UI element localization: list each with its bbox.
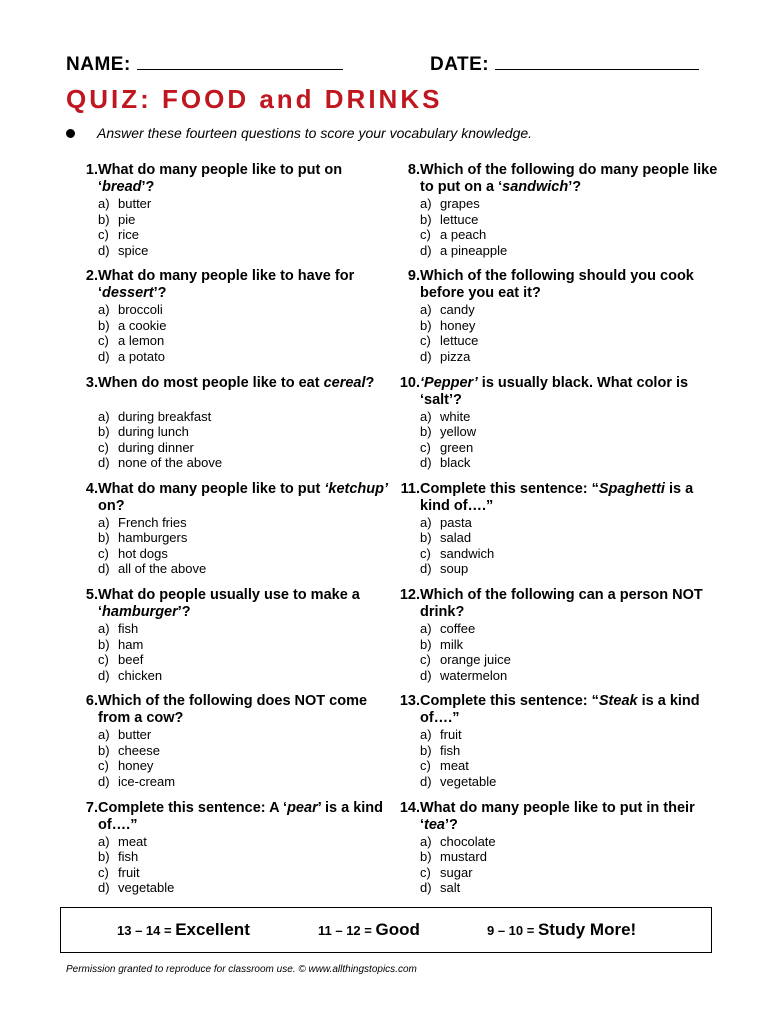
questions-left-column (66, 162, 406, 906)
option-text: pie (118, 211, 136, 227)
option-text: broccoli (118, 302, 163, 318)
option-text: ice-cream (118, 773, 176, 789)
name-label: NAME: (66, 54, 131, 75)
option-letter: c) (98, 864, 109, 880)
option-text: during lunch (118, 424, 189, 440)
answer-options (420, 515, 720, 577)
option-letter: d) (420, 348, 432, 364)
option-letter: c) (98, 758, 109, 774)
answer-option[interactable] (420, 727, 720, 743)
question-text-pre: Complete this sentence: “ (420, 480, 599, 497)
question-text-post: on? (98, 497, 125, 514)
question-14 (388, 800, 728, 906)
question-number: 6. (85, 693, 98, 710)
answer-option[interactable] (98, 440, 398, 456)
option-letter: d) (98, 561, 110, 577)
question-text-post: ’? (568, 179, 582, 195)
option-letter: b) (98, 211, 110, 227)
answer-options (98, 409, 398, 471)
answer-options (420, 409, 720, 471)
question-number: 9. (407, 268, 420, 285)
option-letter: b) (98, 424, 110, 440)
option-text: a potato (118, 348, 165, 364)
answer-option[interactable] (420, 561, 720, 577)
question-text-em: ‘ketchup’ (324, 480, 389, 497)
option-text: chocolate (440, 833, 496, 849)
question-body (98, 268, 398, 364)
option-letter: c) (420, 758, 431, 774)
option-text: fish (118, 621, 139, 637)
question-text (420, 162, 720, 196)
option-text: vegetable (118, 880, 175, 896)
score-excellent (117, 920, 250, 940)
answer-option[interactable] (98, 546, 398, 562)
answer-option[interactable] (98, 849, 398, 865)
date-line[interactable] (495, 55, 699, 70)
answer-option[interactable] (98, 318, 398, 334)
question-body (98, 693, 398, 789)
question-text-post: ’? (177, 604, 191, 621)
question-11 (388, 481, 728, 587)
answer-options (420, 196, 720, 258)
option-text: fish (440, 742, 461, 758)
score-good (318, 920, 420, 940)
score-box (60, 907, 712, 953)
answer-option[interactable] (420, 243, 720, 259)
question-text (98, 587, 398, 621)
question-text-post: ’? (141, 179, 155, 195)
question-text-post: ’? (153, 285, 167, 302)
answer-option[interactable] (420, 668, 720, 684)
question-text-pre: Which of the following can a person NOT drink? (420, 587, 703, 621)
option-text: soup (440, 561, 469, 577)
option-letter: a) (98, 196, 110, 211)
option-text: all of the above (118, 561, 207, 577)
option-letter: a) (98, 302, 110, 318)
answer-option[interactable] (98, 652, 398, 668)
question-text (98, 693, 398, 727)
option-letter: b) (420, 424, 432, 440)
question-number: 4. (85, 480, 98, 497)
answer-option[interactable] (98, 212, 398, 228)
question-text-post: ’ is a kind of….” (98, 799, 383, 833)
option-text: butter (118, 727, 152, 743)
option-text: meat (440, 758, 469, 774)
option-letter: b) (420, 636, 432, 652)
answer-option[interactable] (420, 652, 720, 668)
answer-option[interactable] (98, 349, 398, 365)
option-letter: d) (420, 880, 432, 896)
answer-options (98, 727, 398, 789)
question-number: 7. (85, 799, 98, 816)
answer-option[interactable] (98, 758, 398, 774)
option-text: milk (440, 636, 464, 652)
option-letter: a) (420, 833, 432, 849)
option-letter: d) (98, 773, 110, 789)
option-letter: d) (98, 455, 110, 471)
question-body (98, 481, 398, 577)
option-text: beef (118, 652, 144, 668)
page-title: QUIZ: FOOD and DRINKS (66, 84, 443, 114)
answer-option[interactable] (98, 880, 398, 896)
answer-options (98, 196, 398, 258)
question-number: 11. (400, 480, 420, 497)
option-letter: c) (420, 227, 431, 242)
answer-option[interactable] (420, 774, 720, 790)
question-2 (66, 268, 406, 374)
score-label: Study More! (537, 920, 637, 939)
answer-option[interactable] (420, 621, 720, 637)
score-range: 11 – 12 = (318, 923, 376, 938)
question-number: 8. (407, 162, 420, 178)
question-text-pre: What do many people like to put on ‘ (98, 162, 343, 195)
date-field[interactable] (430, 54, 699, 76)
option-text: during breakfast (118, 408, 212, 424)
question-text-em: tea (424, 816, 445, 833)
option-letter: c) (98, 439, 109, 455)
question-4 (66, 481, 406, 587)
question-number: 2. (85, 268, 98, 285)
answer-options (420, 621, 720, 683)
question-10 (388, 375, 728, 481)
answer-option[interactable] (420, 865, 720, 881)
answer-options (98, 834, 398, 896)
question-text-em: cereal (323, 374, 366, 391)
questions-right-column (388, 162, 728, 906)
question-text (420, 800, 720, 834)
option-text: meat (118, 833, 147, 849)
option-text: pasta (440, 514, 472, 530)
option-text: sugar (440, 864, 473, 880)
question-text-post: is usually black. What color is ‘salt’? (420, 374, 689, 408)
option-text: white (440, 408, 471, 424)
bullet-icon (66, 129, 75, 138)
answer-option[interactable] (98, 424, 398, 440)
answer-option[interactable] (420, 849, 720, 865)
question-text-pre: Which of the following should you cook before you eat it? (420, 268, 694, 302)
option-text: watermelon (440, 667, 508, 683)
answer-option[interactable] (420, 758, 720, 774)
question-text-pre: What do many people like to put in their ‘ (420, 799, 695, 833)
option-letter: c) (420, 545, 431, 561)
question-text-post: ? (365, 374, 375, 391)
date-label: DATE: (430, 54, 490, 75)
option-letter: d) (98, 880, 110, 896)
option-text: fruit (440, 727, 462, 743)
question-9 (388, 268, 728, 374)
option-text: fish (118, 849, 139, 865)
option-text: green (440, 439, 474, 455)
option-text: yellow (440, 424, 477, 440)
question-text (420, 268, 720, 302)
question-number: 5. (85, 587, 98, 604)
question-3 (66, 375, 406, 481)
answer-options (98, 515, 398, 577)
answer-option[interactable] (98, 455, 398, 471)
answer-option[interactable] (98, 637, 398, 653)
question-7 (66, 800, 406, 906)
option-text: during dinner (118, 439, 194, 455)
option-text: coffee (440, 621, 476, 637)
answer-option[interactable] (98, 668, 398, 684)
option-letter: b) (420, 849, 432, 865)
answer-options (420, 727, 720, 789)
option-text: cheese (118, 742, 160, 758)
answer-options (98, 302, 398, 364)
option-text: fruit (118, 864, 140, 880)
option-text: spice (118, 242, 149, 258)
answer-option[interactable] (420, 440, 720, 456)
answer-option[interactable] (98, 333, 398, 349)
option-letter: b) (420, 742, 432, 758)
option-letter: b) (98, 317, 110, 333)
name-line[interactable] (137, 55, 343, 70)
question-text-pre: Which of the following does NOT come from a cow? (98, 693, 368, 727)
question-body (420, 587, 720, 683)
question-number: 1. (85, 162, 98, 178)
answer-option[interactable] (420, 302, 720, 318)
question-text (98, 481, 398, 515)
option-letter: d) (420, 561, 432, 577)
option-letter: b) (98, 742, 110, 758)
question-body (420, 693, 720, 789)
answer-option[interactable] (420, 349, 720, 365)
question-body (98, 162, 398, 258)
question-text-pre: Which of the following do many people like to put on a ‘ (420, 162, 718, 195)
option-letter: d) (98, 242, 110, 258)
option-letter: c) (420, 333, 431, 349)
question-number: 3. (85, 374, 98, 391)
option-text: salt (440, 880, 461, 896)
question-text-pre: Complete this sentence: “ (420, 693, 599, 710)
question-1 (66, 162, 406, 268)
option-text: a pineapple (440, 242, 508, 258)
option-letter: a) (420, 196, 432, 211)
score-study-more (487, 920, 636, 940)
question-text-pre: What do people usually use to make a ‘ (98, 587, 360, 621)
answer-options (420, 302, 720, 364)
option-letter: b) (98, 849, 110, 865)
answer-option[interactable] (420, 212, 720, 228)
score-label: Excellent (175, 920, 250, 939)
option-letter: a) (420, 727, 432, 743)
question-6 (66, 693, 406, 799)
answer-option[interactable] (420, 515, 720, 531)
option-text: black (440, 455, 471, 471)
question-number: 10. (399, 374, 420, 391)
answer-option[interactable] (98, 743, 398, 759)
option-text: rice (118, 227, 139, 242)
option-text: lettuce (440, 211, 479, 227)
answer-option[interactable] (98, 515, 398, 531)
option-letter: b) (420, 211, 432, 227)
question-text-em: ‘Pepper’ (420, 374, 478, 391)
option-letter: c) (420, 652, 431, 668)
answer-option[interactable] (420, 834, 720, 850)
answer-option[interactable] (98, 774, 398, 790)
answer-option[interactable] (420, 196, 720, 212)
question-5 (66, 587, 406, 693)
answer-option[interactable] (420, 333, 720, 349)
answer-option[interactable] (98, 561, 398, 577)
answer-option[interactable] (98, 302, 398, 318)
answer-option[interactable] (420, 546, 720, 562)
answer-option[interactable] (98, 227, 398, 243)
option-text: grapes (440, 196, 480, 211)
question-13 (388, 693, 728, 799)
answer-option[interactable] (98, 865, 398, 881)
question-body (98, 800, 398, 896)
option-text: sandwich (440, 545, 495, 561)
option-letter: c) (420, 864, 431, 880)
question-body (420, 481, 720, 577)
option-letter: a) (420, 621, 432, 637)
option-text: chicken (118, 667, 163, 683)
option-letter: a) (98, 408, 110, 424)
question-body (98, 587, 398, 683)
option-text: salad (440, 530, 472, 546)
answer-option[interactable] (98, 196, 398, 212)
answer-options (98, 621, 398, 683)
option-text: honey (440, 317, 476, 333)
answer-option[interactable] (420, 743, 720, 759)
answer-options (420, 834, 720, 896)
option-letter: c) (98, 227, 109, 242)
option-text: pizza (440, 348, 471, 364)
option-letter: a) (420, 302, 432, 318)
option-text: candy (440, 302, 475, 318)
question-text-em: Steak (598, 693, 638, 710)
question-body (420, 268, 720, 364)
option-letter: b) (98, 636, 110, 652)
option-text: hamburgers (118, 530, 188, 546)
option-text: vegetable (440, 773, 497, 789)
option-text: a cookie (118, 317, 167, 333)
option-text: none of the above (118, 455, 223, 471)
answer-option[interactable] (98, 727, 398, 743)
option-text: honey (118, 758, 154, 774)
option-letter: a) (420, 408, 432, 424)
question-text-post: is a kind of….” (420, 693, 700, 727)
question-text (420, 693, 720, 727)
score-range: 9 – 10 = (487, 923, 538, 938)
footer-permission: Permission granted to reproduce for classroom use. © www.allthingstopics.com (66, 964, 417, 975)
option-letter: d) (420, 773, 432, 789)
option-letter: d) (420, 667, 432, 683)
question-text (98, 375, 398, 409)
option-text: French fries (118, 514, 187, 530)
question-text (420, 587, 720, 621)
option-letter: d) (98, 348, 110, 364)
question-body (420, 375, 720, 471)
question-text-pre: What do many people like to have for ‘ (98, 268, 355, 302)
option-letter: a) (98, 514, 110, 530)
question-text (98, 800, 398, 834)
question-8 (388, 162, 728, 268)
answer-option[interactable] (420, 880, 720, 896)
question-text-pre: Complete this sentence: A ‘ (98, 799, 288, 816)
question-text-em: dessert (102, 285, 154, 302)
option-letter: a) (98, 621, 110, 637)
question-body (98, 375, 398, 471)
question-text-em: sandwich (502, 179, 569, 195)
option-letter: b) (420, 530, 432, 546)
answer-option[interactable] (420, 227, 720, 243)
answer-option[interactable] (98, 834, 398, 850)
answer-option[interactable] (420, 424, 720, 440)
question-text-em: hamburger (102, 604, 178, 621)
option-letter: c) (98, 652, 109, 668)
option-text: orange juice (440, 652, 511, 668)
question-text (98, 268, 398, 302)
question-text-em: bread (102, 179, 142, 195)
question-text-pre: When do most people like to eat (98, 374, 324, 391)
question-number: 13. (399, 693, 420, 710)
instruction-text: Answer these fourteen questions to score your vocabulary knowledge. (97, 125, 533, 141)
option-letter: c) (98, 333, 109, 349)
answer-option[interactable] (98, 243, 398, 259)
question-text-pre: What do many people like to put (98, 480, 325, 497)
question-body (420, 800, 720, 896)
question-text (420, 375, 720, 409)
question-text (420, 481, 720, 515)
option-letter: b) (98, 530, 110, 546)
option-letter: c) (98, 545, 109, 561)
answer-option[interactable] (98, 621, 398, 637)
option-text: mustard (440, 849, 487, 865)
option-letter: a) (98, 833, 110, 849)
answer-option[interactable] (420, 530, 720, 546)
option-letter: d) (98, 667, 110, 683)
answer-option[interactable] (98, 409, 398, 425)
answer-option[interactable] (420, 409, 720, 425)
answer-option[interactable] (420, 318, 720, 334)
answer-option[interactable] (420, 637, 720, 653)
question-text-post: ’? (445, 816, 458, 833)
instruction (66, 125, 532, 141)
question-text-em: pear (287, 799, 318, 816)
answer-option[interactable] (420, 455, 720, 471)
name-field[interactable] (66, 54, 343, 76)
option-letter: a) (420, 514, 432, 530)
question-number: 12. (399, 587, 420, 604)
option-text: hot dogs (118, 545, 168, 561)
option-letter: b) (420, 317, 432, 333)
option-text: lettuce (440, 333, 479, 349)
question-body (420, 162, 720, 258)
option-text: a lemon (118, 333, 165, 349)
option-letter: d) (420, 455, 432, 471)
question-number: 14. (399, 799, 420, 816)
score-label: Good (375, 920, 420, 939)
answer-option[interactable] (98, 530, 398, 546)
option-letter: c) (420, 439, 431, 455)
option-text: butter (118, 196, 152, 211)
question-12 (388, 587, 728, 693)
question-text-em: Spaghetti (598, 480, 665, 497)
score-range: 13 – 14 = (117, 923, 176, 938)
question-text (98, 162, 398, 196)
question-text-post: is a kind of….” (420, 480, 694, 514)
option-letter: a) (98, 727, 110, 743)
option-text: a peach (440, 227, 487, 242)
option-letter: d) (420, 242, 432, 258)
option-text: ham (118, 636, 144, 652)
